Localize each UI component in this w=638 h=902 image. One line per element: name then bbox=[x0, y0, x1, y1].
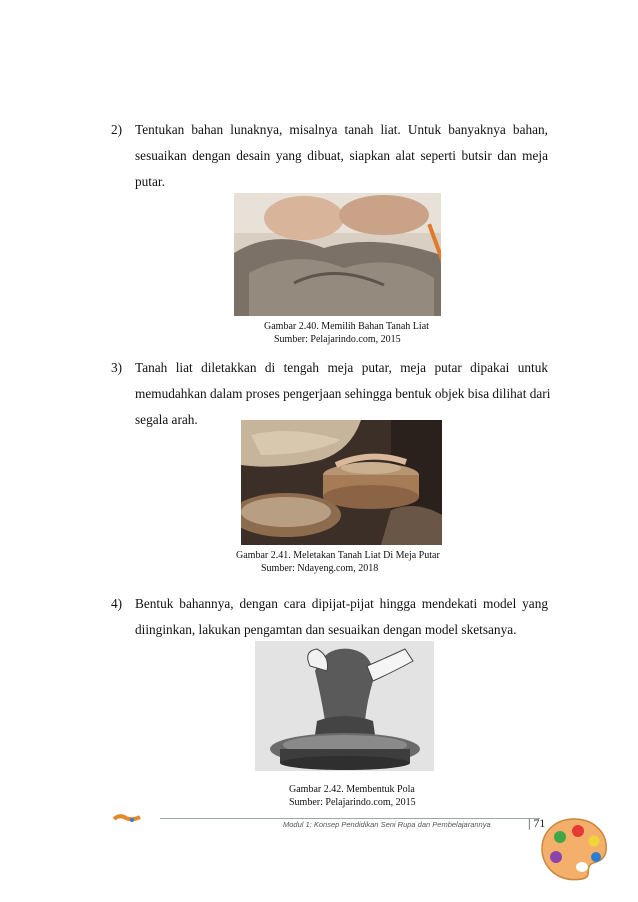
text-line: sesuaikan dengan desain yang dibuat, siapkan alat seperti butsir dan meja bbox=[135, 148, 548, 163]
text-line: Bentuk bahannya, dengan cara dipijat-pijat hingga mendekati model yang bbox=[135, 596, 548, 611]
footer-module-title: Modul 1: Konsep Pendidikan Seni Rupa dan Pembelajarannya bbox=[283, 820, 491, 829]
figure-caption bbox=[264, 321, 429, 346]
figure-caption bbox=[289, 784, 416, 809]
caption-title: Gambar 2.41. Meletakan Tanah Liat Di Meja Putar bbox=[236, 550, 440, 561]
text-line: memudahkan dalam proses pengerjaan sehingga bentuk objek bisa dilihat dari bbox=[135, 386, 551, 401]
item-number: 3) bbox=[111, 360, 123, 375]
text-line: Tanah liat diletakkan di tengah meja putar, meja putar dipakai untuk bbox=[135, 360, 548, 375]
caption-title: Gambar 2.42. Membentuk Pola bbox=[289, 784, 415, 795]
figure-caption bbox=[236, 550, 440, 575]
caption-title: Gambar 2.40. Memilih Bahan Tanah Liat bbox=[264, 321, 429, 332]
paint-stroke-decoration bbox=[112, 812, 142, 831]
text-line: Tentukan bahan lunaknya, misalnya tanah liat. Untuk banyaknya bahan, bbox=[135, 122, 548, 137]
item-number: 4) bbox=[111, 596, 123, 611]
text-line: segala arah. bbox=[135, 412, 198, 427]
caption-source: Sumber: Pelajarindo.com, 2015 bbox=[289, 796, 416, 808]
clay-hands-photo bbox=[234, 193, 441, 316]
paragraph-item-4 bbox=[135, 591, 548, 643]
caption-source: Sumber: Ndayeng.com, 2018 bbox=[261, 562, 379, 574]
paragraph-item-2 bbox=[135, 117, 548, 195]
paint-palette-icon bbox=[538, 815, 610, 888]
caption-source: Sumber: Pelajarindo.com, 2015 bbox=[274, 333, 401, 345]
footer-divider bbox=[160, 818, 540, 819]
potters-wheel-photo bbox=[241, 420, 442, 545]
text-line: putar. bbox=[135, 174, 165, 189]
shaping-clay-drawing bbox=[255, 641, 434, 771]
page-number: | 71 bbox=[528, 816, 546, 830]
text-line: diinginkan, lakukan pengamtan dan sesuaikan dengan model sketsanya. bbox=[135, 622, 517, 637]
item-number: 2) bbox=[111, 122, 123, 137]
